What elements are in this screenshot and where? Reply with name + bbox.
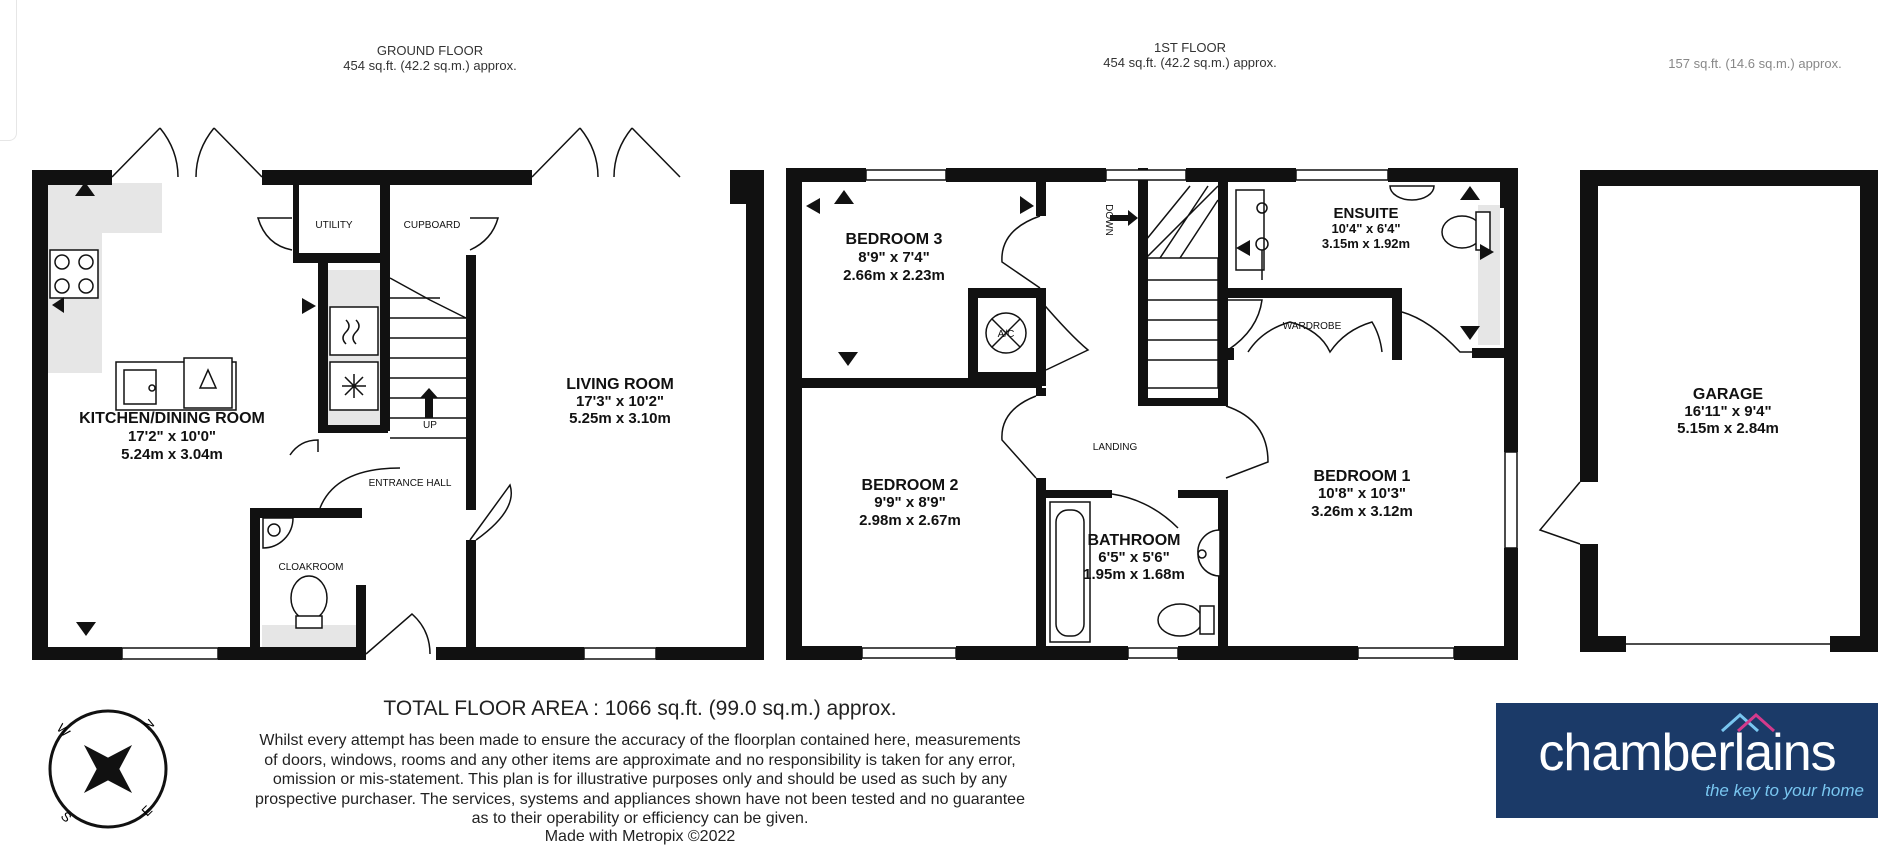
bedroom3-name: BEDROOM 3 bbox=[845, 231, 943, 248]
bedroom1-name: BEDROOM 1 bbox=[1313, 468, 1411, 485]
chamberlains-logo bbox=[1496, 703, 1878, 818]
made-with-credit: Made with Metropix ©2022 bbox=[544, 828, 736, 845]
washer-icon bbox=[330, 307, 378, 355]
garage-side-door bbox=[1540, 482, 1580, 544]
toilet-icon bbox=[291, 576, 327, 628]
disclaimer-line: of doors, windows, rooms and any other items are approximate and no responsibility is taken for any error, bbox=[264, 751, 1016, 769]
bedroom2-imperial: 9'9" x 8'9" bbox=[874, 494, 946, 511]
disclaimer-line: Whilst every attempt has been made to ensure the accuracy of the floorplan contained here, measurements bbox=[259, 732, 1021, 749]
compass-icon bbox=[44, 705, 172, 833]
garage-metric: 5.15m x 2.84m bbox=[1677, 420, 1779, 437]
wardrobe-label: WARDROBE bbox=[1282, 321, 1342, 332]
total-floor-area: TOTAL FLOOR AREA : 1066 sq.ft. (99.0 sq.m.) approx. bbox=[383, 697, 897, 720]
ground-floor-area: 454 sq.ft. (42.2 sq.m.) approx. bbox=[343, 58, 517, 73]
garage-name: GARAGE bbox=[1692, 386, 1764, 403]
bedroom1-imperial: 10'8" x 10'3" bbox=[1317, 485, 1407, 502]
garage-imperial: 16'11" x 9'4" bbox=[1684, 403, 1772, 420]
ground-floor-title: GROUND FLOOR bbox=[376, 43, 484, 58]
bedroom3-imperial: 8'9" x 7'4" bbox=[858, 249, 930, 266]
bathroom-imperial: 6'5" x 5'6" bbox=[1098, 549, 1170, 566]
garage-area: 157 sq.ft. (14.6 sq.m.) approx. bbox=[1668, 56, 1842, 71]
kitchen-metric: 5.24m x 3.04m bbox=[121, 446, 223, 463]
brand-tagline: the key to your home bbox=[1705, 781, 1864, 800]
landing-label: LANDING bbox=[1092, 442, 1138, 453]
living-imperial: 17'3" x 10'2" bbox=[575, 393, 665, 410]
arrow-up-icon bbox=[420, 388, 438, 418]
disclaimer-line: as to their operability or efficiency can be given. bbox=[471, 810, 809, 827]
disclaimer-line: prospective purchaser. The services, systems and appliances shown have not been tested and no guarantee bbox=[255, 790, 1025, 808]
utility-label: UTILITY bbox=[315, 220, 353, 231]
first-floor-area: 454 sq.ft. (42.2 sq.m.) approx. bbox=[1103, 55, 1277, 70]
cupboard-label: CUPBOARD bbox=[403, 220, 461, 231]
cloakroom-label: CLOAKROOM bbox=[278, 562, 344, 573]
bathroom-metric: 1.95m x 1.68m bbox=[1083, 566, 1185, 583]
kitchen-worktop-top bbox=[102, 183, 162, 233]
bedroom2-metric: 2.98m x 2.67m bbox=[859, 512, 961, 529]
compass-west: W bbox=[53, 720, 74, 740]
disclaimer-line: omission or mis-statement. This plan is for illustrative purposes only and should be used as such by any bbox=[272, 771, 1008, 788]
disclaimer bbox=[210, 731, 1070, 829]
down-label: DOWN bbox=[1103, 204, 1114, 236]
bedroom1-metric: 3.26m x 3.12m bbox=[1311, 503, 1413, 520]
fridge-icon bbox=[330, 362, 378, 410]
hob-icon bbox=[50, 250, 98, 298]
compass-east: E bbox=[138, 802, 156, 820]
entrance-hall-label: ENTRANCE HALL bbox=[368, 478, 452, 489]
bedroom3-metric: 2.66m x 2.23m bbox=[843, 267, 945, 284]
ensuite-name: ENSUITE bbox=[1333, 205, 1399, 222]
ac-label: A/C bbox=[997, 329, 1015, 340]
sink-icon bbox=[116, 358, 236, 410]
ensuite-imperial: 10'4" x 6'4" bbox=[1331, 221, 1401, 236]
shower-tray bbox=[1236, 190, 1264, 270]
basin-icon bbox=[263, 518, 293, 548]
first-stairs bbox=[1146, 186, 1218, 388]
compass-north: N bbox=[140, 715, 158, 734]
ensuite-metric: 3.15m x 1.92m bbox=[1321, 236, 1411, 251]
bedroom2-name: BEDROOM 2 bbox=[861, 477, 959, 494]
up-label: UP bbox=[423, 420, 437, 431]
living-name: LIVING ROOM bbox=[566, 376, 674, 393]
kitchen-name: KITCHEN/DINING ROOM bbox=[79, 410, 265, 427]
kitchen-imperial: 17'2" x 10'0" bbox=[127, 428, 217, 445]
compass-south: S bbox=[57, 808, 75, 826]
first-floor-title: 1ST FLOOR bbox=[1153, 40, 1226, 55]
bathroom-name: BATHROOM bbox=[1087, 532, 1181, 549]
brand-name: chamberlains bbox=[1538, 724, 1836, 782]
living-metric: 5.25m x 3.10m bbox=[569, 410, 671, 427]
